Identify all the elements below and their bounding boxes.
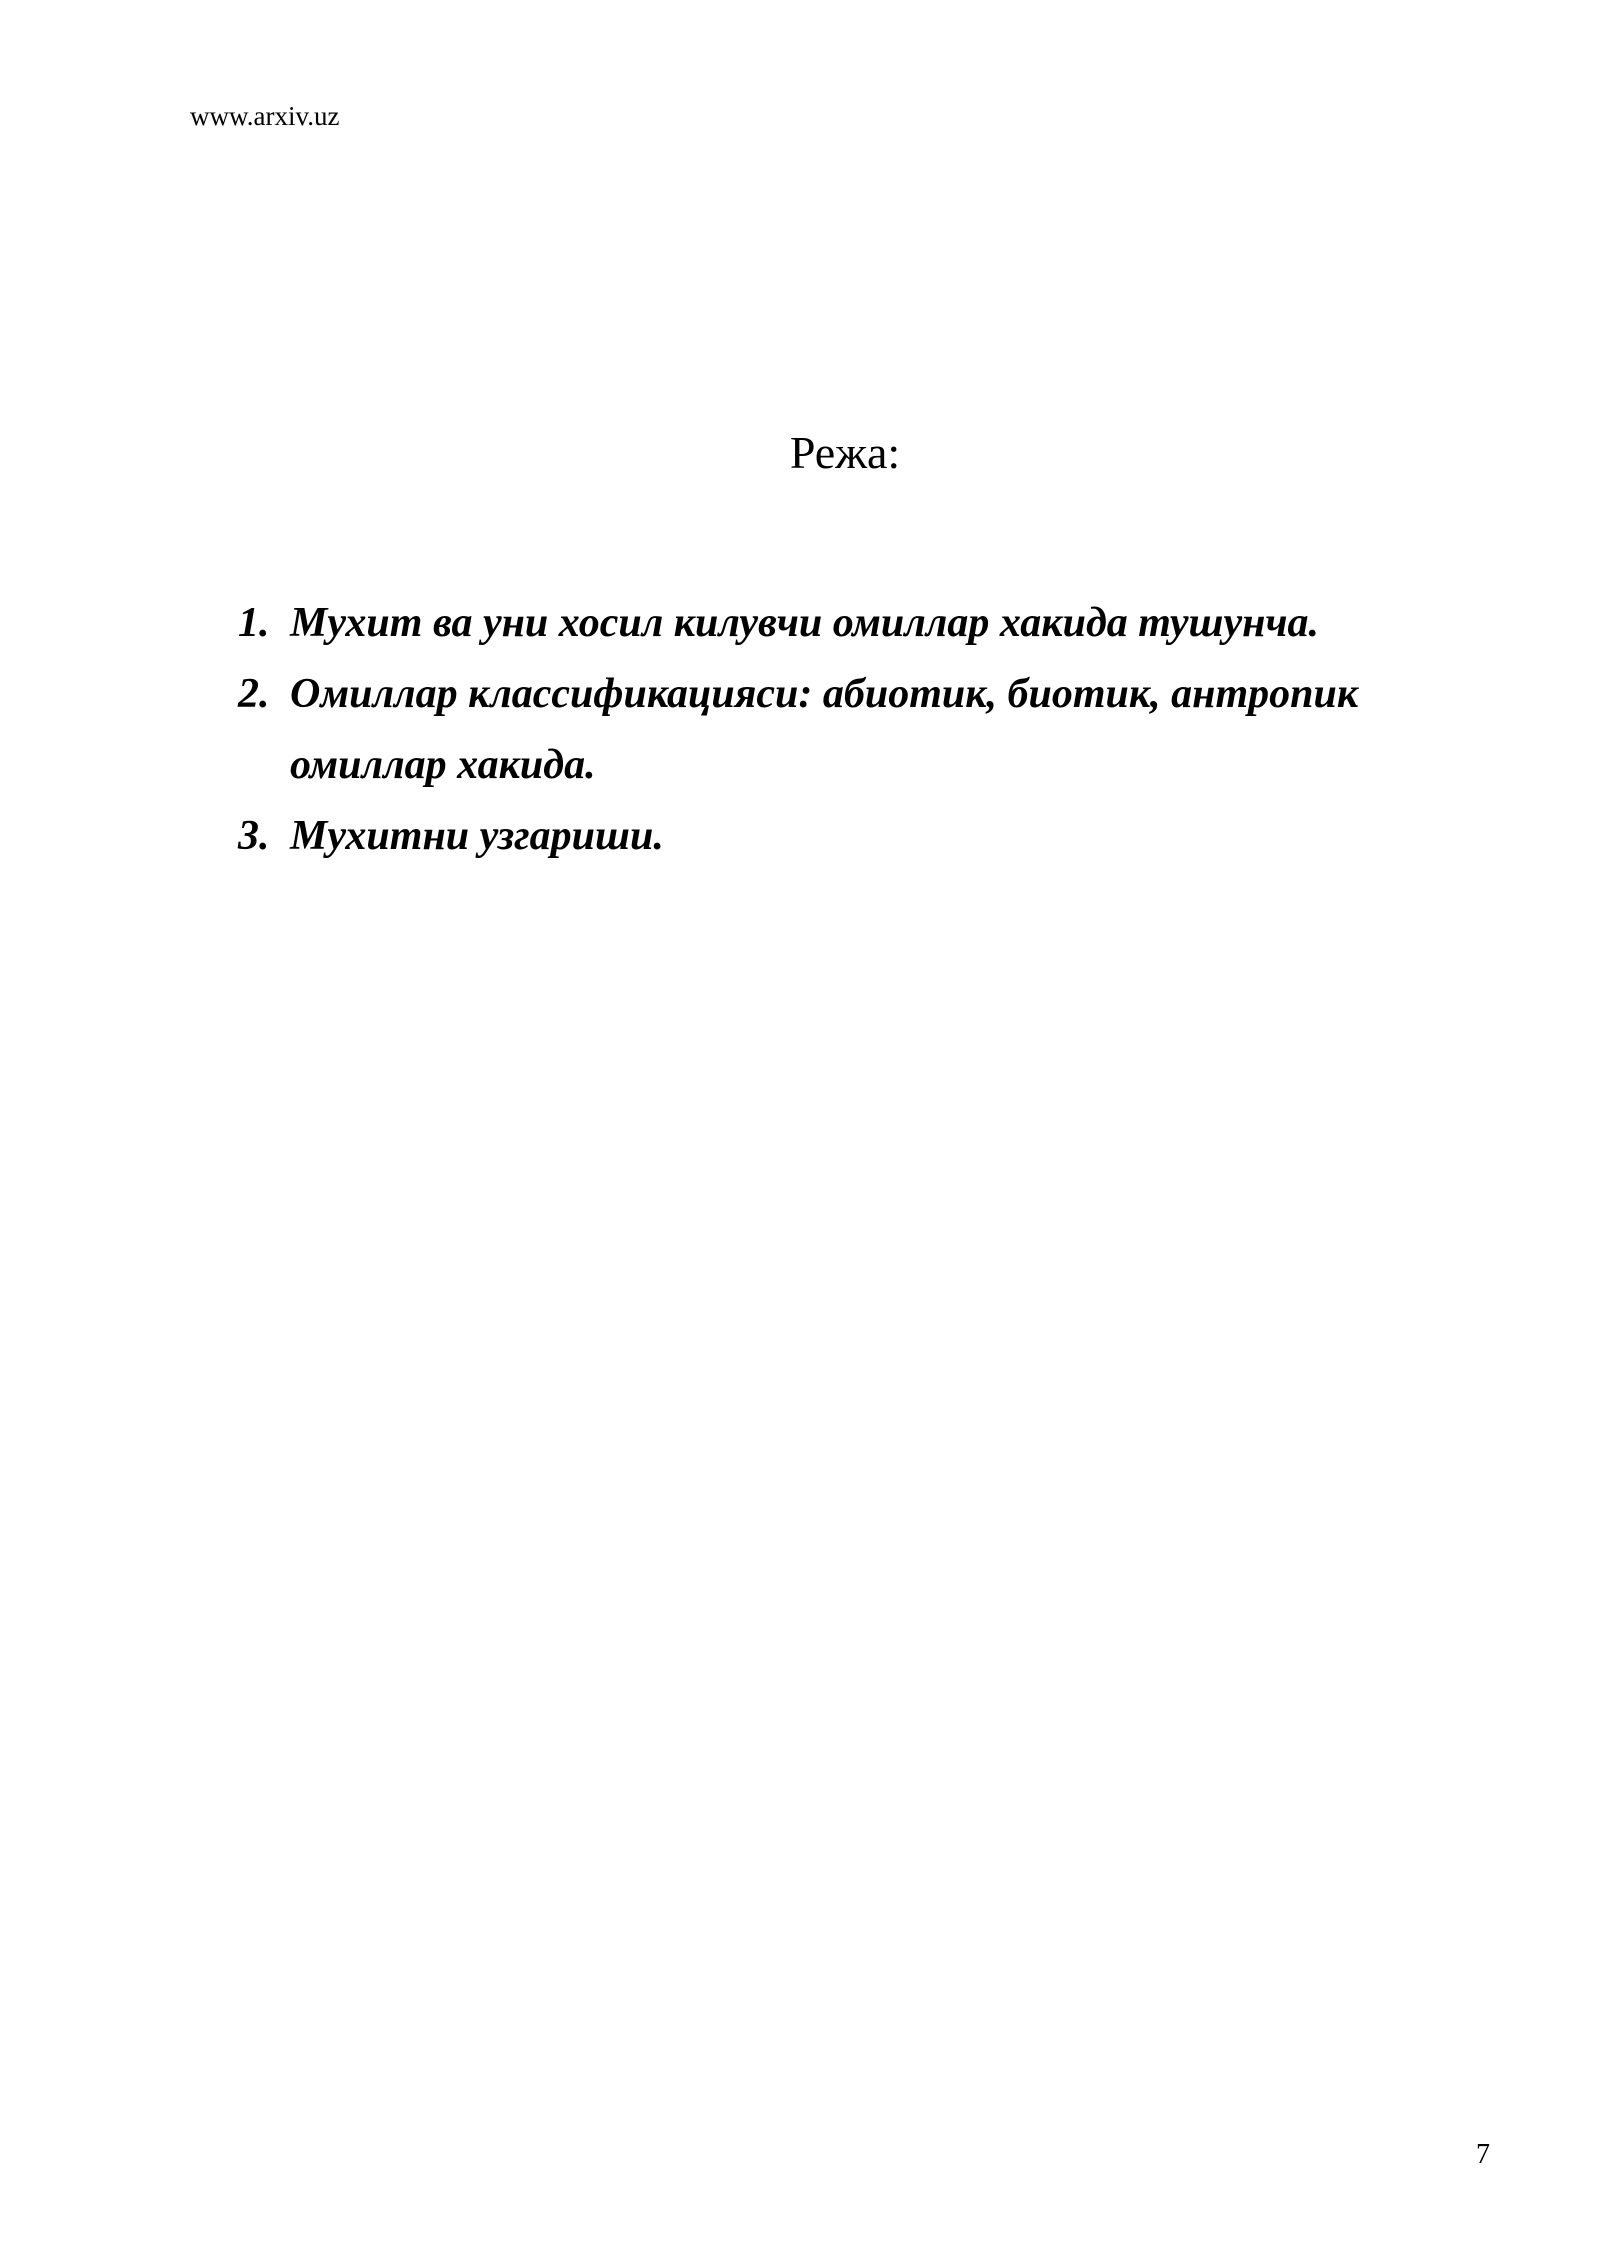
list-item-number: 3. <box>238 813 270 859</box>
list-item <box>238 588 1418 659</box>
list-item <box>238 659 1418 801</box>
list-item-text: Мухит ва уни хосил килувчи омиллар хакида тушунча. <box>290 600 1320 646</box>
page-number: 7 <box>1476 2139 1490 2170</box>
header-url: www.arxiv.uz <box>190 101 340 131</box>
list-item-number: 2. <box>238 671 270 717</box>
plan-list <box>238 588 1418 872</box>
list-item-text: Омиллар классификацияси: абиотик, биотик, антропик омиллар хакида. <box>290 671 1359 788</box>
list-item-number: 1. <box>238 600 270 646</box>
plan-title: Режа: <box>789 427 901 478</box>
list-item-text: Мухитни узгариши. <box>290 813 664 859</box>
list-item <box>238 801 1418 872</box>
